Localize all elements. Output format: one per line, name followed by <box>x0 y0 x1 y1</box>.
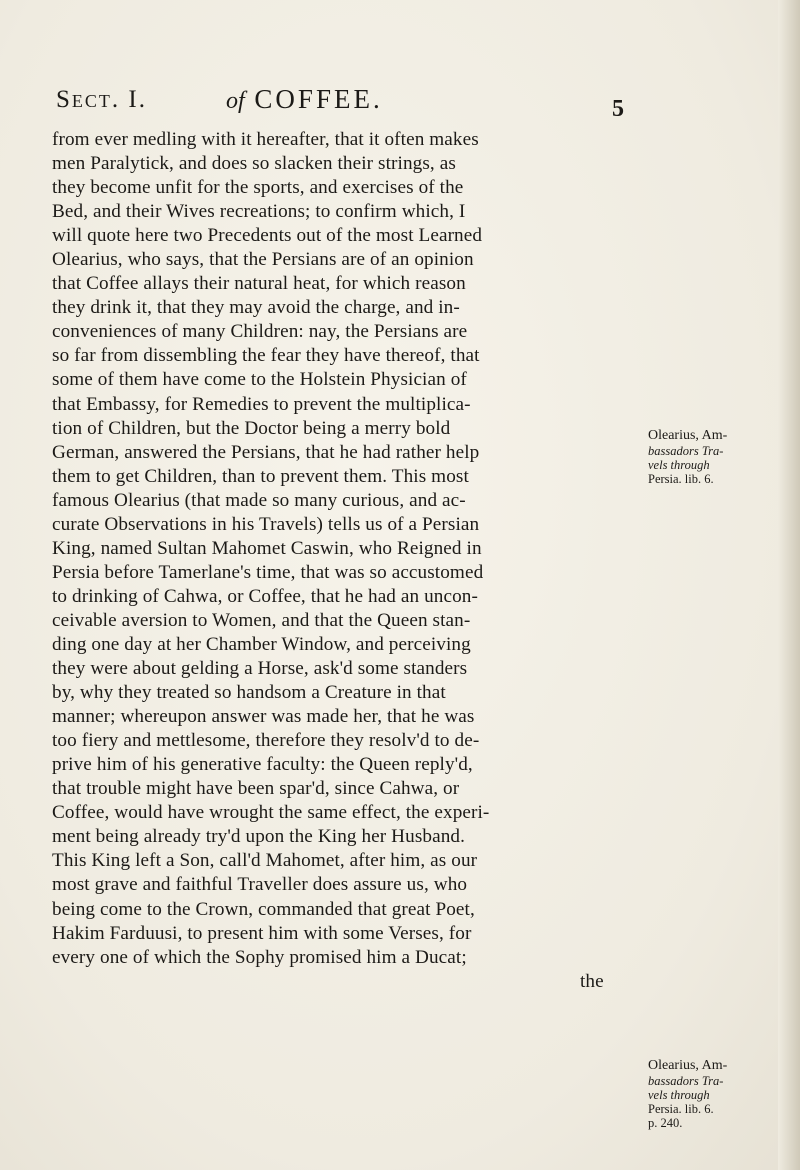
margin-note-line: vels through <box>648 458 710 472</box>
text-line: from ever medling with it hereafter, that it often makes <box>52 129 479 150</box>
running-head <box>56 86 616 126</box>
text-line: too fiery and mettlesome, therefore they resolv'd to de- <box>52 730 480 752</box>
text-line: Olearius, who says, that the Persians are of an opinion <box>52 249 474 271</box>
margin-note-line: Persia. lib. 6. <box>648 472 714 486</box>
text-line: every one of which the Sophy promised him a Ducat; <box>52 946 467 968</box>
margin-note-line: Persia. lib. 6. <box>648 1102 714 1116</box>
margin-note-line: Olearius, Am- <box>648 428 728 443</box>
margin-note-line: vels through <box>648 1088 710 1102</box>
text-line: most grave and faithful Traveller does assure us, who <box>52 874 468 896</box>
body-text <box>52 128 644 994</box>
margin-note-line: bassadors Tra- <box>648 1074 724 1088</box>
margin-note-line: bassadors Tra- <box>648 444 724 458</box>
text-line: they become unfit for the sports, and exercises of the <box>52 177 464 199</box>
text-line: them to get Children, than to prevent them. This most <box>52 465 469 487</box>
text-line: prive him of his generative faculty: the Queen reply'd, <box>52 754 473 776</box>
text-line: This King left a Son, call'd Mahomet, after him, as our <box>52 850 478 872</box>
text-line: they were about gelding a Horse, ask'd some standers <box>52 658 468 680</box>
section-label: Sect. I. <box>56 86 147 113</box>
text-line: to drinking of Cahwa, or Coffee, that he had an uncon- <box>52 585 478 607</box>
heading-title: COFFEE. <box>254 84 383 114</box>
text-line: that Embassy, for Remedies to prevent the multiplica- <box>52 393 471 415</box>
text-line: manner; whereupon answer was made her, that he was <box>52 706 475 728</box>
text-line: Bed, and their Wives recreations; to confirm which, I <box>52 201 466 223</box>
text-line: so far from dissembling the fear they have thereof, that <box>52 345 480 367</box>
text-line: tion of Children, but the Doctor being a merry bold <box>52 417 451 439</box>
text-line: conveniences of many Children: nay, the Persians are <box>52 321 468 343</box>
margin-note <box>648 428 783 486</box>
page-edge-shadow <box>778 0 800 1170</box>
text-line: that trouble might have been spar'd, since Cahwa, or <box>52 778 460 800</box>
text-line: being come to the Crown, commanded that great Poet, <box>52 898 475 920</box>
text-line: they drink it, that they may avoid the charge, and in- <box>52 297 460 319</box>
text-line: Persia before Tamerlane's time, that was so accustomed <box>52 561 484 583</box>
text-line: famous Olearius (that made so many curious, and ac- <box>52 489 466 511</box>
text-line: ment being already try'd upon the King her Husband. <box>52 826 465 848</box>
text-line: men Paralytick, and does so slacken their strings, as <box>52 153 456 175</box>
text-line: King, named Sultan Mahomet Caswin, who Reigned in <box>52 537 482 559</box>
text-line: the <box>580 970 604 992</box>
text-line: some of them have come to the Holstein Physician of <box>52 369 467 391</box>
text-line: Hakim Farduusi, to present him with some Verses, for <box>52 922 472 944</box>
text-line: Coffee, would have wrought the same effect, the experi- <box>52 802 490 824</box>
text-line: by, why they treated so handsom a Creature in that <box>52 682 446 704</box>
margin-note-line: Olearius, Am- <box>648 1058 728 1073</box>
text-line: curate Observations in his Travels) tells us of a Persian <box>52 513 480 535</box>
text-line: ding one day at her Chamber Window, and perceiving <box>52 633 471 655</box>
page-number: 5 <box>612 96 624 122</box>
text-line: will quote here two Precedents out of the most Learned <box>52 225 483 247</box>
text-line: ceivable aversion to Women, and that the Queen stan- <box>52 609 471 631</box>
margin-note-line: p. 240. <box>648 1116 683 1130</box>
page-heading <box>226 84 383 115</box>
heading-of: of <box>226 88 245 114</box>
text-line: that Coffee allays their natural heat, for which reason <box>52 273 466 295</box>
margin-note <box>648 1058 783 1130</box>
text-line: German, answered the Persians, that he had rather help <box>52 441 480 463</box>
